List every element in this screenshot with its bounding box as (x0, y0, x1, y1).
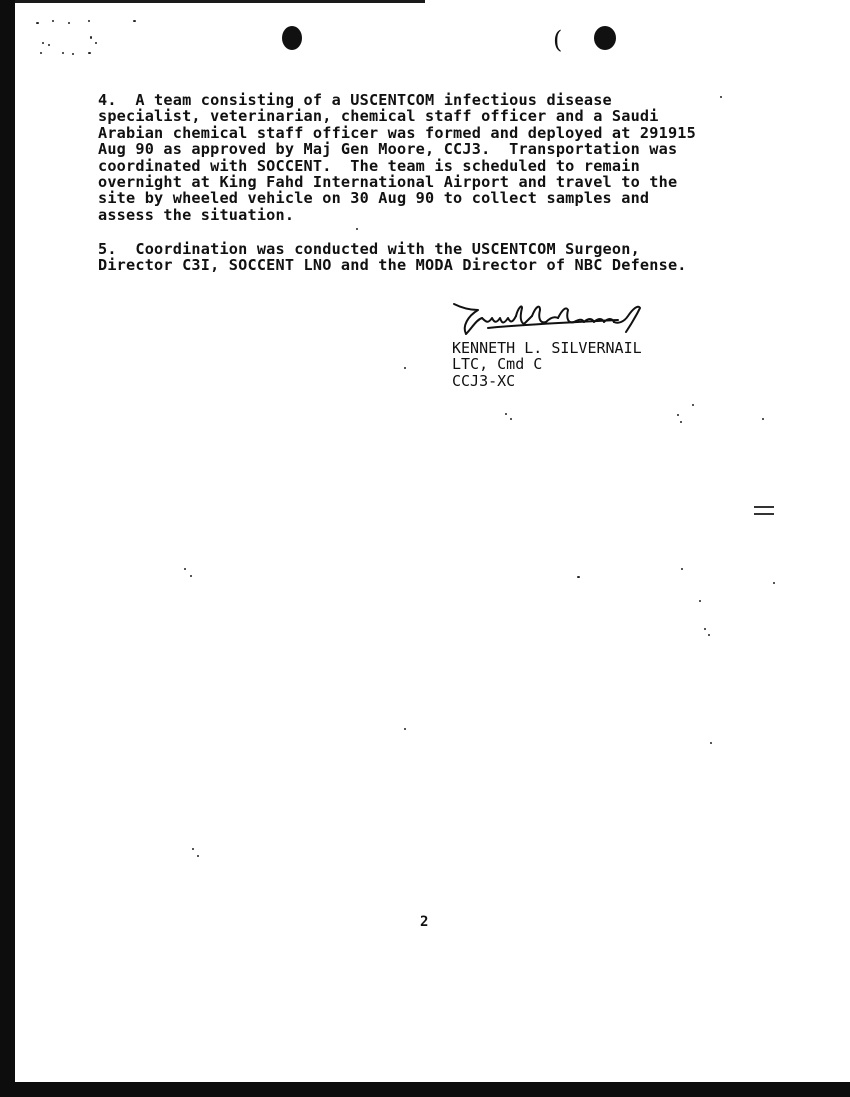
page-number: 2 (420, 914, 429, 930)
punch-hole-right (594, 26, 616, 50)
signer-office: CCJ3-XC (452, 371, 516, 390)
paragraph-4-line: overnight at King Fahd International Airport and travel to the (98, 173, 678, 192)
handwritten-signature (448, 298, 648, 340)
paragraph-5 (98, 241, 687, 274)
paragraph-4-line: 4. A team consisting of a USCENTCOM infectious disease (98, 91, 612, 109)
scan-border-bottom (0, 1082, 850, 1097)
signature-block (452, 340, 642, 389)
paragraph-4-line: Aug 90 as approved by Maj Gen Moore, CCJ3. Transportation was (98, 140, 678, 159)
paragraph-4-line: Arabian chemical staff officer was formed and deployed at 291915 (98, 123, 696, 142)
paragraph-4 (98, 92, 696, 223)
margin-mark (754, 513, 774, 515)
header-mark: ( (553, 26, 563, 54)
scan-border-top (15, 0, 425, 3)
paragraph-5-line: Director C3I, SOCCENT LNO and the MODA Director of NBC Defense. (98, 256, 687, 275)
margin-mark (754, 506, 774, 508)
signer-rank: LTC, Cmd C (452, 355, 543, 374)
paragraph-4-line: coordinated with SOCCENT. The team is scheduled to remain (98, 156, 640, 175)
paragraph-4-line: site by wheeled vehicle on 30 Aug 90 to collect samples and (98, 189, 650, 208)
punch-hole-left (282, 26, 302, 50)
scan-border-left (0, 0, 15, 1097)
paragraph-5-line: 5. Coordination was conducted with the USCENTCOM Surgeon, (98, 240, 640, 258)
paragraph-4-line: specialist, veterinarian, chemical staff officer and a Saudi (98, 107, 659, 126)
paragraph-4-line: assess the situation. (98, 205, 295, 224)
signer-name: KENNETH L. SILVERNAIL (452, 339, 642, 357)
